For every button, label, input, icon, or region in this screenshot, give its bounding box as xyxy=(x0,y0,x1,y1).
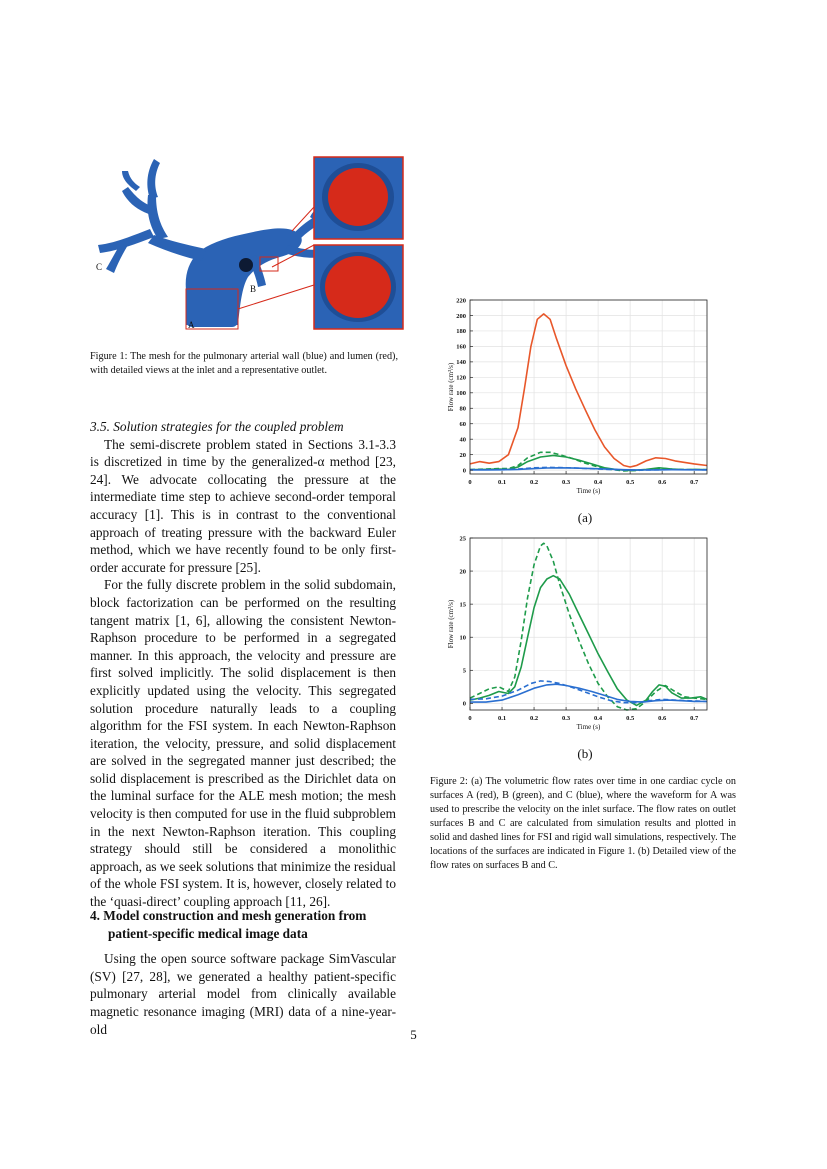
label-c: C xyxy=(96,262,103,272)
outlet-zoom-panel xyxy=(314,157,403,239)
y-tick-label: 20 xyxy=(459,568,466,576)
x-tick-label: 0.6 xyxy=(658,479,667,486)
y-tick-label: 40 xyxy=(459,436,466,444)
section-4-title-line-1: 4. Model construction and mesh generation from xyxy=(90,908,367,923)
chart-b xyxy=(440,530,712,766)
y-tick-label: 220 xyxy=(456,297,466,305)
arterial-tree xyxy=(98,159,330,327)
x-tick-label: 0.1 xyxy=(497,479,507,486)
y-axis-label: Flow rate (cm³/s) xyxy=(447,599,455,649)
x-tick-label: 0.2 xyxy=(529,479,539,486)
y-tick-label: 60 xyxy=(459,421,466,429)
y-tick-label: 100 xyxy=(456,390,466,398)
x-tick-label: 0.4 xyxy=(594,715,603,722)
series-line-1 xyxy=(470,543,707,710)
series-line-0 xyxy=(470,576,707,706)
x-tick-label: 0.1 xyxy=(497,715,507,722)
page-number: 5 xyxy=(410,1027,417,1042)
figure-1-caption: Figure 1: The mesh for the pulmonary arterial wall (blue) and lumen (red), with detailed views at the inlet and a representative outlet. xyxy=(90,351,398,376)
y-tick-label: 200 xyxy=(456,312,466,320)
section-4 xyxy=(90,907,396,1038)
x-tick-label: 0.3 xyxy=(562,479,571,486)
y-tick-label: 0 xyxy=(462,700,466,708)
y-tick-label: 160 xyxy=(456,343,466,351)
y-tick-label: 25 xyxy=(459,535,466,543)
y-tick-label: 0 xyxy=(462,467,466,475)
x-tick-label: 0.5 xyxy=(626,479,635,486)
figure-1-image xyxy=(88,155,406,335)
label-b: B xyxy=(250,284,257,294)
y-tick-label: 15 xyxy=(459,601,466,609)
section-4-title-line-2: patient-specific medical image data xyxy=(108,925,308,941)
y-tick-label: 5 xyxy=(462,667,466,675)
x-axis-label: Time (s) xyxy=(576,723,601,731)
x-tick-label: 0.5 xyxy=(626,715,635,722)
y-tick-label: 180 xyxy=(456,328,466,336)
figure-2-caption: Figure 2: (a) The volumetric flow rates over time in one cardiac cycle on surfaces A (red), B (green), and C (blue), where the waveform for A was used to prescribe the velocity on the inlet surface. The flow rates on outlet surfaces B and C are calculated from simulation results and plotted in solid and dashed lines for FSI and rigid wall simulations, respectively. The locations of the surfaces are indicated in Figure 1. (b) Detailed view of the flow rates on surfaces B and C. xyxy=(430,776,736,871)
x-tick-label: 0.2 xyxy=(529,715,539,722)
y-tick-label: 120 xyxy=(456,374,466,382)
x-tick-label: 0.6 xyxy=(658,715,667,722)
inlet-zoom-panel xyxy=(314,245,403,329)
x-tick-label: 0.7 xyxy=(690,479,699,486)
plot-frame xyxy=(470,538,707,710)
section-3-5-title: 3.5. Solution strategies for the coupled problem xyxy=(90,419,344,434)
label-a: A xyxy=(188,320,195,330)
chart-a-sublabel: (a) xyxy=(577,510,593,525)
chart-b-sublabel: (b) xyxy=(577,746,593,761)
chart-b-svg xyxy=(440,530,712,746)
paragraph: Using the open source software package SimVascular (SV) [27, 28], we generated a healthy patient-specific pulmonary arterial model from clinically available magnetic resonance imaging (MRI) data of a nine-year-old xyxy=(90,951,396,1037)
y-tick-label: 140 xyxy=(456,359,466,367)
chart-a-svg xyxy=(440,292,712,510)
mesh-illustration xyxy=(88,155,406,335)
x-tick-label: 0.7 xyxy=(690,715,699,722)
x-tick-label: 0 xyxy=(468,479,472,486)
chart-a xyxy=(440,292,712,528)
series-line-0 xyxy=(470,314,707,467)
y-tick-label: 10 xyxy=(459,634,466,642)
x-tick-label: 0.4 xyxy=(594,479,603,486)
plot-frame xyxy=(470,300,707,474)
paragraph: The semi-discrete problem stated in Sections 3.1-3.3 is discretized in time by the generalized-α method [23, 24]. We advocate collocating the pressure at the intermediate time step to achieve second-order temporal accuracy [1]. This is in contrast to the conventional approach of treating pressure with the backward Euler method, which we have recently found to be only first-order accurate for pressure [25]. xyxy=(90,436,396,575)
section-3-5 xyxy=(90,418,396,911)
paragraph: For the fully discrete problem in the solid subdomain, block factorization can be performed on the resulting tangent matrix [1, 6], allowing the consistent Newton-Raphson procedure to be performed in a segregated manner. In this approach, the velocity and pressure are first solved implicitly. The solid displacement is then explicitly updated using the velocity. This segregated solution procedure naturally leads to a coupling algorithm for the FSI system. In each Newton-Raphson iteration, the velocity, pressure, and solid displacement are solved in the segregated manner just described; the solid displacement is prescribed as the Dirichlet data on the luminal surface for the ALE mesh motion; the mesh velocity is then computed for use in the fluid subproblem in the next Newton-Raphson iteration. This coupling strategy should still be considered a monolithic approach, as we seek solutions that minimize the residual of the whole FSI system. It is, however, closely related to the ‘quasi-direct’ coupling approach [11, 26]. xyxy=(90,577,396,910)
x-axis-label: Time (s) xyxy=(576,487,601,495)
x-tick-label: 0 xyxy=(468,715,472,722)
y-tick-label: 80 xyxy=(459,405,466,413)
y-tick-label: 20 xyxy=(459,451,466,459)
x-tick-label: 0.3 xyxy=(562,715,571,722)
y-axis-label: Flow rate (cm³/s) xyxy=(447,362,455,412)
